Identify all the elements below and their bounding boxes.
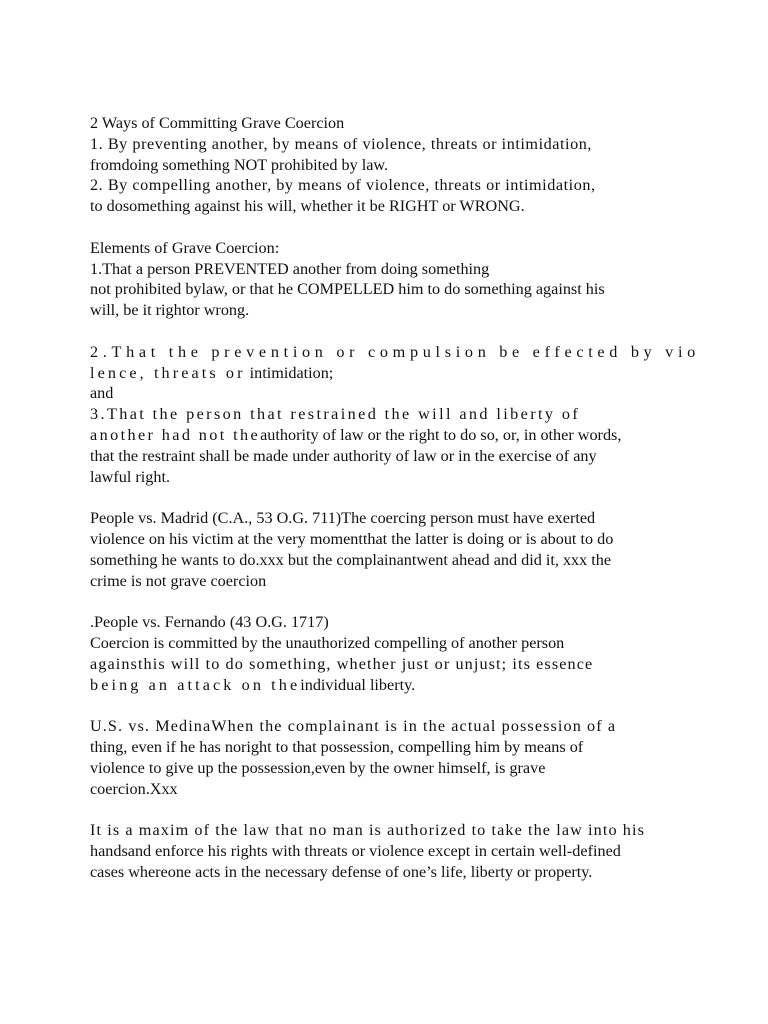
madrid-line-1: People vs. Madrid (C.A., 53 O.G. 711)The coercing person must have exerted xyxy=(90,509,596,528)
and-line: and xyxy=(90,384,114,403)
fernando-spaced-text: being an attack on the xyxy=(90,675,301,694)
element-3-line-2 xyxy=(90,425,690,446)
section-heading-ways: 2 Ways of Committing Grave Coercion xyxy=(90,114,345,132)
maxim-line-2: handsand enforce his rights with threats or violence except in certain well-defined xyxy=(90,841,621,860)
fernando-line-1: .People vs. Fernando (43 O.G. 1717) xyxy=(90,613,329,632)
way-1-line-2: fromdoing something NOT prohibited by law. xyxy=(90,155,389,174)
element-2-line-2 xyxy=(90,363,690,384)
maxim-line-1: It is a maxim of the law that no man is authorized to take the law into his xyxy=(90,821,645,840)
medina-line-1: U.S. vs. MedinaWhen the complainant is in the actual possession of a xyxy=(90,717,617,736)
element-3-line-1: 3.That the person that restrained the will and liberty of xyxy=(90,405,581,424)
element-3-text: authority of law or the right to do so, or, in other words, xyxy=(260,425,622,444)
way-2-line-1: 2. By compelling another, by means of violence, threats or intimidation, xyxy=(90,176,596,195)
fernando-text: individual liberty. xyxy=(300,675,416,694)
element-3-line-4: lawful right. xyxy=(90,467,171,486)
paragraph-gap xyxy=(90,487,690,508)
maxim-line-3: cases whereone acts in the necessary defense of one’s life, liberty or property. xyxy=(90,862,593,881)
element-1-line-1: 1.That a person PREVENTED another from doing something xyxy=(90,259,490,278)
element-2-spaced-text: lence, threats or xyxy=(90,363,246,382)
section-heading-elements: Elements of Grave Coercion: xyxy=(90,238,280,257)
medina-line-3: violence to give up the possession,even by the owner himself, is grave xyxy=(90,758,546,777)
fernando-line-2: Coercion is committed by the unauthorized compelling of another person xyxy=(90,633,565,652)
way-1-line-1: 1. By preventing another, by means of violence, threats or intimidation, xyxy=(90,134,592,153)
document-page xyxy=(90,113,700,882)
element-2-line-1: 2.That the prevention or compulsion be effected by vio xyxy=(90,342,700,361)
madrid-line-2: violence on his victim at the very momentthat the latter is doing or is about to do xyxy=(90,529,614,548)
paragraph-gap xyxy=(90,217,690,238)
paragraph-gap xyxy=(90,591,690,612)
madrid-line-4: crime is not grave coercion xyxy=(90,571,267,590)
way-2-line-2: to dosomething against his will, whether it be RIGHT or WRONG. xyxy=(90,197,525,216)
paragraph-gap xyxy=(90,321,690,342)
medina-line-4: coercion.Xxx xyxy=(90,779,178,798)
element-1-line-2: not prohibited bylaw, or that he COMPELLED him to do something against his xyxy=(90,280,605,299)
paragraph-gap xyxy=(90,799,690,820)
element-1-line-3: will, be it rightor wrong. xyxy=(90,301,250,320)
element-3-line-3: that the restraint shall be made under authority of law or in the exercise of any xyxy=(90,446,597,465)
medina-line-2: thing, even if he has noright to that possession, compelling him by means of xyxy=(90,737,584,756)
element-2-text: intimidation; xyxy=(245,363,334,382)
madrid-line-3: something he wants to do.xxx but the complainantwent ahead and did it, xxx the xyxy=(90,550,612,569)
fernando-line-4 xyxy=(90,675,690,696)
paragraph-gap xyxy=(90,695,690,716)
element-3-spaced-text: another had not the xyxy=(90,425,261,444)
fernando-line-3: againsthis will to do something, whether just or unjust; its essence xyxy=(90,654,594,673)
